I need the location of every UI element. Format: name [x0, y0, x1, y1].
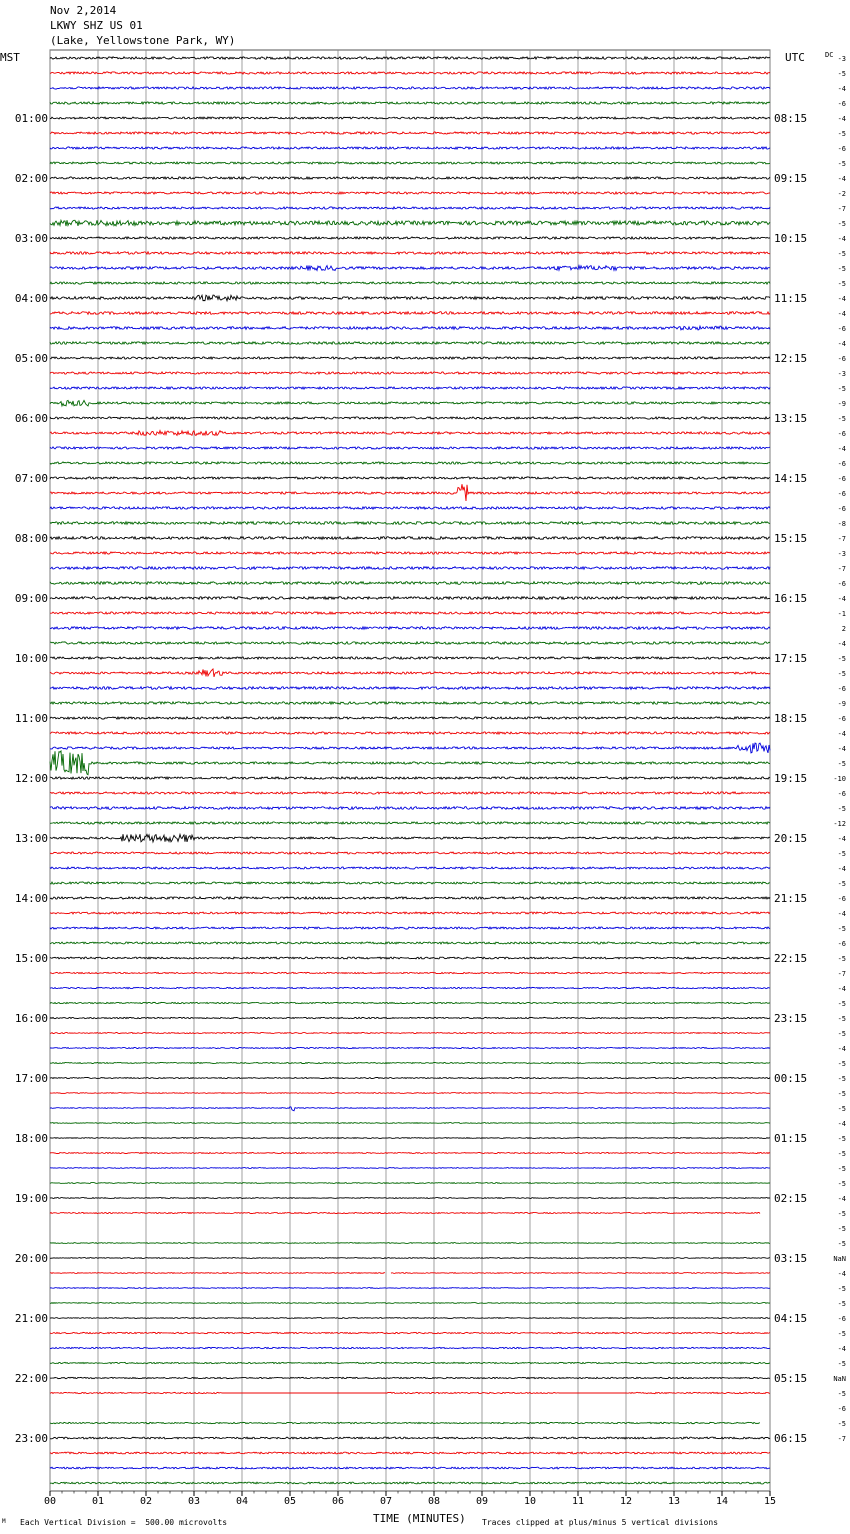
- clip-note: Traces clipped at plus/minus 5 vertical divisions: [482, 1518, 719, 1527]
- utc-hour-label: 19:15: [774, 772, 808, 785]
- dc-offset: -3: [837, 370, 846, 378]
- seismic-trace: [50, 702, 770, 704]
- header-date: Nov 2,2014: [50, 4, 117, 17]
- mst-hour-label: 21:00: [14, 1312, 48, 1325]
- utc-hour-label: 13:15: [774, 412, 808, 425]
- dc-offset: -5: [837, 670, 846, 678]
- seismic-trace: [50, 87, 770, 89]
- mst-hour-label: 22:00: [14, 1372, 48, 1385]
- utc-hour-label: 17:15: [774, 652, 808, 665]
- dc-offset: -2: [837, 190, 846, 198]
- seismic-trace: [50, 252, 770, 254]
- utc-hour-label: 02:15: [774, 1192, 808, 1205]
- dc-offset: -5: [837, 1075, 846, 1083]
- dc-offset: -7: [837, 535, 846, 543]
- utc-hour-label: 21:15: [774, 892, 808, 905]
- dc-offset: -4: [837, 1120, 846, 1128]
- dc-offset: -6: [837, 475, 846, 483]
- utc-hour-label: 05:15: [774, 1372, 808, 1385]
- dc-offset: -5: [837, 1105, 846, 1113]
- dc-offset: -5: [837, 1060, 846, 1068]
- utc-hour-label: 18:15: [774, 712, 808, 725]
- mst-hour-label: 13:00: [14, 832, 48, 845]
- seismic-trace: [50, 1048, 770, 1049]
- dc-offset: -5: [837, 1150, 846, 1158]
- seismic-trace: [50, 326, 770, 330]
- seismic-trace: [50, 1063, 770, 1064]
- seismic-trace: [50, 1377, 770, 1378]
- seismic-trace: [50, 834, 770, 842]
- utc-hour-label: 23:15: [774, 1012, 808, 1025]
- seismic-trace: [50, 1153, 770, 1154]
- dc-offset: -5: [837, 220, 846, 228]
- x-tick-label: 14: [715, 1496, 729, 1507]
- x-tick-label: 09: [475, 1496, 489, 1507]
- seismic-trace: [50, 1017, 770, 1018]
- utc-hour-label: 12:15: [774, 352, 808, 365]
- dc-offset: -6: [837, 355, 846, 363]
- seismic-trace: [50, 342, 770, 344]
- dc-offset: -5: [837, 955, 846, 963]
- dc-offset: -5: [837, 1015, 846, 1023]
- dc-offset: -6: [837, 895, 846, 903]
- dc-offset: -7: [837, 205, 846, 213]
- seismic-trace: [50, 1198, 770, 1199]
- mst-hour-label: 08:00: [14, 532, 48, 545]
- dc-offset: -5: [837, 1225, 846, 1233]
- seismic-trace: [50, 822, 770, 824]
- seismic-trace: [50, 57, 770, 59]
- seismic-trace: [50, 1107, 770, 1111]
- dc-offset: -5: [837, 130, 846, 138]
- utc-hour-label: 10:15: [774, 232, 808, 245]
- utc-hour-label: 09:15: [774, 172, 808, 185]
- mst-hour-label: 12:00: [14, 772, 48, 785]
- dc-offset: -5: [837, 1030, 846, 1038]
- utc-hour-label: 03:15: [774, 1252, 808, 1265]
- mst-hour-label: 09:00: [14, 592, 48, 605]
- seismic-trace: [50, 447, 770, 449]
- seismic-trace: [50, 852, 770, 854]
- x-tick-label: 04: [235, 1496, 249, 1507]
- header-station: LKWY SHZ US 01: [50, 19, 143, 32]
- dc-offset: -5: [837, 1090, 846, 1098]
- seismic-trace: [50, 177, 770, 179]
- dc-offset: -4: [837, 730, 846, 738]
- utc-hour-label: 00:15: [774, 1072, 808, 1085]
- seismic-trace: [50, 372, 770, 374]
- dc-offset: -5: [837, 70, 846, 78]
- seismic-trace: [50, 162, 770, 164]
- dc-offset: -6: [837, 790, 846, 798]
- dc-offset: -6: [837, 505, 846, 513]
- utc-hour-label: 08:15: [774, 112, 808, 125]
- x-tick-label: 01: [91, 1496, 105, 1507]
- seismic-trace: [50, 1482, 770, 1484]
- seismic-trace: [50, 220, 770, 226]
- dc-offset: -4: [837, 595, 846, 603]
- seismic-trace: [50, 132, 770, 134]
- dc-offset: -5: [837, 1180, 846, 1188]
- dc-offset: -5: [837, 925, 846, 933]
- dc-offset: -4: [837, 1345, 846, 1353]
- dc-offset: -8: [837, 520, 846, 528]
- dc-offset: -4: [837, 175, 846, 183]
- seismic-trace: [50, 1437, 770, 1439]
- seismic-trace: [50, 357, 770, 359]
- seismic-trace: [50, 1093, 770, 1094]
- dc-offset: -6: [837, 325, 846, 333]
- seismic-trace: [50, 1362, 770, 1363]
- seismic-trace: [50, 1332, 770, 1333]
- seismic-trace: [50, 567, 770, 570]
- mst-hour-label: 20:00: [14, 1252, 48, 1265]
- dc-offset: -4: [837, 445, 846, 453]
- seismic-trace: [50, 1123, 770, 1124]
- x-tick-label: 10: [523, 1496, 537, 1507]
- dc-label: DC: [825, 51, 834, 59]
- seismic-trace: [50, 612, 770, 614]
- dc-offset: -4: [837, 865, 846, 873]
- dc-offset: -4: [837, 310, 846, 318]
- dc-offset: -6: [837, 460, 846, 468]
- seismic-trace: [50, 117, 770, 119]
- seismic-trace: [50, 417, 770, 419]
- seismic-trace: [50, 657, 770, 659]
- seismic-trace: [50, 642, 770, 644]
- mst-hour-label: 05:00: [14, 352, 48, 365]
- dc-offset: -5: [837, 1360, 846, 1368]
- seismic-trace: [50, 751, 770, 775]
- dc-offset: -5: [837, 280, 846, 288]
- x-tick-label: 13: [667, 1496, 681, 1507]
- dc-offset: -6: [837, 490, 846, 498]
- dc-offset: NaN: [833, 1375, 846, 1383]
- footer-marker: M: [2, 1518, 6, 1525]
- seismic-trace: [50, 669, 770, 677]
- seismic-trace: [50, 431, 770, 436]
- dc-offset: -6: [837, 430, 846, 438]
- seismic-trace: [50, 987, 770, 988]
- dc-offset: -5: [837, 1420, 846, 1428]
- seismic-trace: [50, 792, 770, 794]
- seismic-trace: [50, 295, 770, 301]
- dc-offset: -5: [837, 1135, 846, 1143]
- dc-offset: -5: [837, 265, 846, 273]
- dc-offset: -4: [837, 295, 846, 303]
- dc-offset: -5: [837, 1285, 846, 1293]
- dc-offset: -6: [837, 1405, 846, 1413]
- mst-hour-label: 14:00: [14, 892, 48, 905]
- mst-hour-label: 07:00: [14, 472, 48, 485]
- dc-offset: 2: [841, 625, 846, 633]
- dc-offset: -5: [837, 1240, 846, 1248]
- utc-hour-label: 15:15: [774, 532, 808, 545]
- dc-offset: -3: [837, 550, 846, 558]
- seismic-trace: [50, 282, 770, 284]
- seismic-trace: [50, 597, 770, 600]
- seismic-trace: [50, 912, 770, 914]
- dc-offset: -5: [837, 1300, 846, 1308]
- seismic-trace: [50, 777, 770, 779]
- x-axis-title: TIME (MINUTES): [373, 1512, 466, 1525]
- utc-hour-label: 06:15: [774, 1432, 808, 1445]
- dc-offset: -10: [833, 775, 846, 783]
- seismic-trace: [50, 1288, 770, 1289]
- seismic-trace: [50, 312, 770, 315]
- x-tick-label: 11: [571, 1496, 585, 1507]
- seismic-trace: [50, 882, 770, 884]
- mst-hour-label: 18:00: [14, 1132, 48, 1145]
- x-tick-label: 00: [43, 1496, 57, 1507]
- seismic-trace: [50, 1183, 770, 1184]
- seismic-trace: [50, 387, 770, 389]
- dc-offset: -4: [837, 745, 846, 753]
- seismic-trace: [50, 942, 770, 944]
- seismic-trace: [50, 1078, 770, 1079]
- utc-hour-label: 11:15: [774, 292, 808, 305]
- seismic-trace: [50, 927, 770, 929]
- seismic-trace: [50, 1168, 770, 1169]
- dc-offset: -5: [837, 1000, 846, 1008]
- seismic-trace: [50, 1213, 760, 1214]
- seismic-trace: [50, 477, 770, 479]
- seismic-trace: [50, 1273, 770, 1274]
- dc-offset: -12: [833, 820, 846, 828]
- dc-offset: NaN: [833, 1255, 846, 1263]
- seismic-trace: [50, 507, 770, 509]
- seismic-trace: [50, 462, 770, 464]
- seismic-trace: [50, 1467, 770, 1469]
- utc-hour-label: 01:15: [774, 1132, 808, 1145]
- seismic-trace: [50, 72, 770, 74]
- dc-offset: -4: [837, 835, 846, 843]
- utc-hour-label: 22:15: [774, 952, 808, 965]
- dc-offset: -6: [837, 940, 846, 948]
- seismic-trace: [50, 484, 770, 501]
- dc-offset: -4: [837, 235, 846, 243]
- seismic-trace: [50, 400, 770, 406]
- seismic-trace: [50, 627, 770, 630]
- dc-offset: -7: [837, 970, 846, 978]
- mst-hour-label: 16:00: [14, 1012, 48, 1025]
- dc-offset: -6: [837, 580, 846, 588]
- dc-offset: -5: [837, 655, 846, 663]
- header-location: (Lake, Yellowstone Park, WY): [50, 34, 236, 47]
- dc-offset: -5: [837, 880, 846, 888]
- seismic-trace: [50, 1303, 770, 1304]
- x-tick-label: 05: [283, 1496, 297, 1507]
- dc-offset: -7: [837, 565, 846, 573]
- dc-offset: -3: [837, 55, 846, 63]
- seismic-trace: [50, 1002, 770, 1003]
- mst-hour-label: 03:00: [14, 232, 48, 245]
- seismic-trace: [50, 1392, 770, 1393]
- dc-offset: -6: [837, 145, 846, 153]
- dc-offset: -4: [837, 85, 846, 93]
- seismic-trace: [50, 1422, 760, 1423]
- seismic-trace: [50, 897, 770, 899]
- seismic-trace: [50, 1258, 770, 1259]
- x-tick-label: 02: [139, 1496, 153, 1507]
- dc-offset: -5: [837, 805, 846, 813]
- seismic-trace: [50, 537, 770, 540]
- dc-offset: -6: [837, 685, 846, 693]
- dc-offset: -5: [837, 760, 846, 768]
- dc-offset: -4: [837, 1270, 846, 1278]
- seismic-trace: [50, 743, 770, 753]
- utc-hour-label: 04:15: [774, 1312, 808, 1325]
- dc-offset: -5: [837, 850, 846, 858]
- mst-label: MST: [0, 51, 20, 64]
- mst-hour-label: 01:00: [14, 112, 48, 125]
- seismic-trace: [50, 1138, 770, 1139]
- mst-hour-label: 15:00: [14, 952, 48, 965]
- seismic-trace: [50, 1347, 770, 1348]
- plot-frame: [50, 50, 770, 1491]
- seismic-trace: [50, 807, 770, 810]
- dc-offset: -4: [837, 340, 846, 348]
- dc-offset: -1: [837, 610, 846, 618]
- dc-offset: -6: [837, 715, 846, 723]
- seismic-trace: [50, 552, 770, 554]
- seismic-trace: [50, 1318, 770, 1319]
- utc-hour-label: 14:15: [774, 472, 808, 485]
- scale-note: Each Vertical Division = 500.00 microvolts: [20, 1518, 228, 1527]
- mst-hour-label: 02:00: [14, 172, 48, 185]
- seismic-trace: [50, 237, 770, 239]
- seismic-trace: [50, 687, 770, 690]
- dc-offset: -4: [837, 115, 846, 123]
- seismic-trace: [50, 102, 770, 104]
- seismic-trace: [50, 1033, 770, 1034]
- mst-hour-label: 17:00: [14, 1072, 48, 1085]
- seismic-trace: [50, 717, 770, 719]
- x-tick-label: 07: [379, 1496, 393, 1507]
- dc-offset: -4: [837, 985, 846, 993]
- dc-offset: -5: [837, 1165, 846, 1173]
- mst-hour-label: 10:00: [14, 652, 48, 665]
- seismic-trace: [50, 582, 770, 585]
- x-tick-label: 06: [331, 1496, 345, 1507]
- dc-offset: -5: [837, 1210, 846, 1218]
- dc-offset: -4: [837, 910, 846, 918]
- x-tick-label: 03: [187, 1496, 201, 1507]
- dc-offset: -5: [837, 1330, 846, 1338]
- x-tick-label: 08: [427, 1496, 441, 1507]
- dc-offset: -7: [837, 1435, 846, 1443]
- seismic-trace: [50, 867, 770, 869]
- dc-offset: -9: [837, 400, 846, 408]
- dc-offset: -5: [837, 1390, 846, 1398]
- seismic-trace: [50, 1452, 770, 1454]
- x-tick-label: 12: [619, 1496, 633, 1507]
- dc-offset: -6: [837, 1315, 846, 1323]
- mst-hour-label: 19:00: [14, 1192, 48, 1205]
- dc-offset: -5: [837, 385, 846, 393]
- mst-hour-label: 06:00: [14, 412, 48, 425]
- seismic-trace: [50, 732, 770, 734]
- seismic-trace: [50, 192, 770, 194]
- mst-hour-label: 04:00: [14, 292, 48, 305]
- utc-hour-label: 16:15: [774, 592, 808, 605]
- dc-offset: -4: [837, 640, 846, 648]
- dc-offset: -4: [837, 1195, 846, 1203]
- mst-hour-label: 23:00: [14, 1432, 48, 1445]
- seismic-trace: [50, 266, 770, 271]
- seismic-trace: [50, 522, 770, 525]
- dc-offset: -6: [837, 100, 846, 108]
- x-tick-label: 15: [763, 1496, 777, 1507]
- seismic-trace: [50, 147, 770, 149]
- seismic-trace: [50, 957, 770, 959]
- mst-hour-label: 11:00: [14, 712, 48, 725]
- dc-offset: -5: [837, 250, 846, 258]
- utc-label: UTC: [785, 51, 805, 64]
- seismic-trace: [50, 207, 770, 209]
- seismic-trace: [50, 1243, 770, 1244]
- utc-hour-label: 20:15: [774, 832, 808, 845]
- dc-offset: -4: [837, 1045, 846, 1053]
- seismic-trace: [50, 972, 770, 973]
- dc-offset: -5: [837, 415, 846, 423]
- dc-offset: -5: [837, 160, 846, 168]
- dc-offset: -9: [837, 700, 846, 708]
